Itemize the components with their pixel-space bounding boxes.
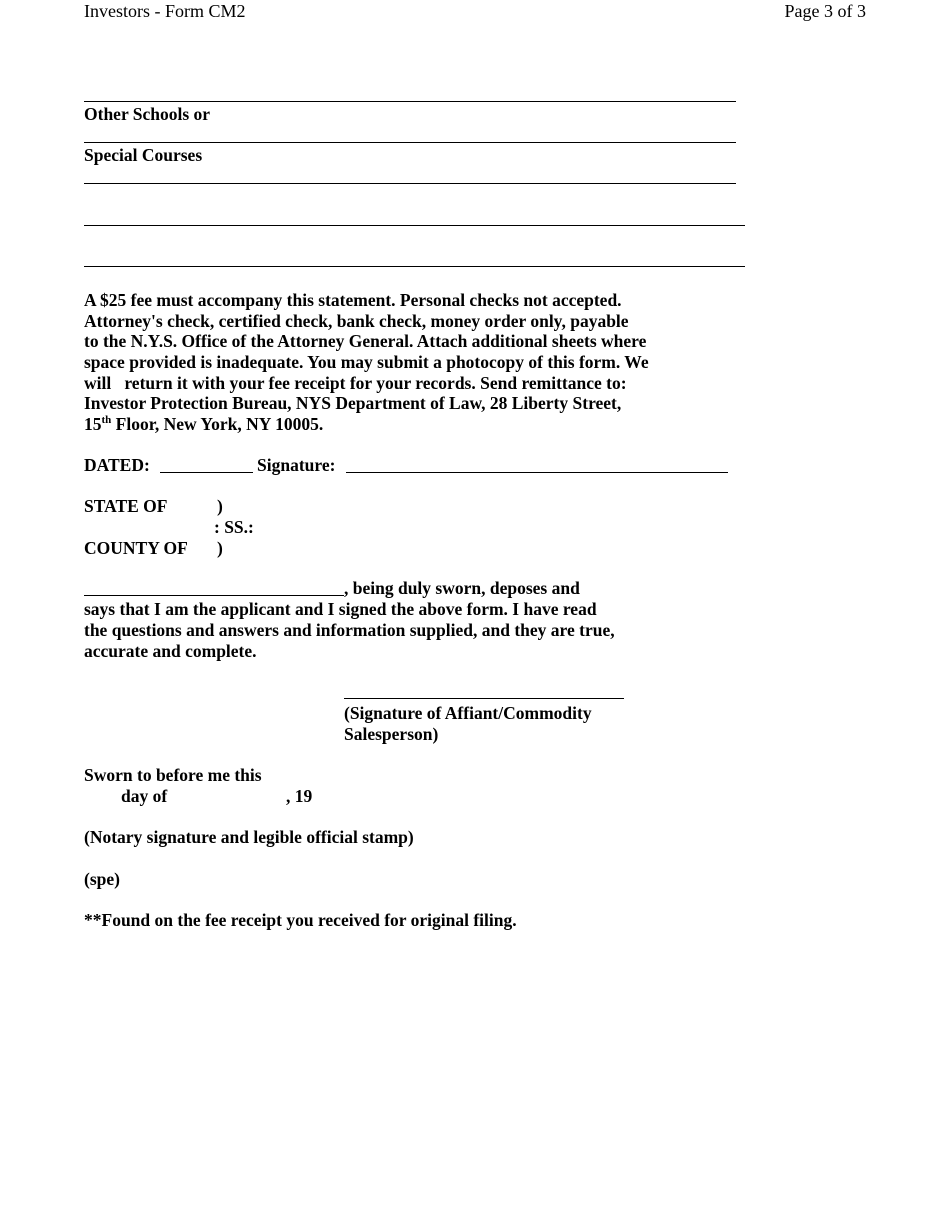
page-number: Page 3 of 3 — [784, 1, 866, 21]
floor-number: 15 — [84, 414, 102, 434]
schools-label-line-1: Other Schools or — [84, 104, 211, 124]
form-title: Investors - Form CM2 — [84, 1, 246, 21]
dated-label: DATED: — [84, 455, 150, 475]
date-field[interactable] — [160, 472, 253, 473]
schools-entry-line-1[interactable] — [84, 101, 736, 102]
county-of-label: COUNTY OF — [84, 538, 188, 558]
fee-notice-line-7 — [84, 414, 323, 435]
schools-label-line-2: Special Courses — [84, 145, 203, 165]
oath-line-1: , being duly sworn, deposes and — [344, 578, 580, 598]
fee-notice-line-3: to the N.Y.S. Office of the Attorney General. Attach additional sheets where — [84, 331, 647, 351]
fee-notice-line-1: A $25 fee must accompany this statement. Personal checks not accepted. — [84, 290, 622, 310]
venue-paren-2: ) — [217, 538, 223, 558]
fee-notice-line-5: will return it with your fee receipt for your records. Send remittance to: — [84, 373, 627, 393]
footnote: **Found on the fee receipt you received for original filing. — [84, 910, 517, 930]
sworn-day-of: day of — [121, 786, 168, 806]
signature-label: Signature: — [257, 455, 336, 475]
ss-label: : SS.: — [214, 517, 254, 537]
fee-notice-line-2: Attorney's check, certified check, bank check, money order only, payable — [84, 311, 629, 331]
oath-line-4: accurate and complete. — [84, 641, 257, 661]
schools-entry-line-5[interactable] — [84, 266, 745, 267]
affiant-signature-field[interactable] — [344, 698, 624, 699]
oath-line-3: the questions and answers and information supplied, and they are true, — [84, 620, 615, 640]
affiant-caption-line-2: Salesperson) — [344, 724, 439, 744]
affiant-name-field[interactable] — [84, 595, 344, 596]
fee-notice-line-4: space provided is inadequate. You may submit a photocopy of this form. We — [84, 352, 649, 372]
preparer-initials: (spe) — [84, 869, 120, 889]
affiant-caption-line-1: (Signature of Affiant/Commodity — [344, 703, 592, 723]
sworn-line-1: Sworn to before me this — [84, 765, 262, 785]
signature-field[interactable] — [346, 472, 728, 473]
schools-entry-line-3[interactable] — [84, 183, 736, 184]
fee-notice-line-6: Investor Protection Bureau, NYS Department of Law, 28 Liberty Street, — [84, 393, 622, 413]
venue-paren-1: ) — [217, 496, 223, 516]
floor-suffix: th — [101, 414, 112, 427]
state-of-label: STATE OF — [84, 496, 168, 516]
schools-entry-line-2[interactable] — [84, 142, 736, 143]
address-rest: Floor, New York, NY 10005. — [111, 414, 324, 434]
sworn-year: , 19 — [286, 786, 313, 806]
notary-caption: (Notary signature and legible official stamp) — [84, 827, 414, 847]
oath-line-2: says that I am the applicant and I signed the above form. I have read — [84, 599, 597, 619]
schools-entry-line-4[interactable] — [84, 225, 745, 226]
